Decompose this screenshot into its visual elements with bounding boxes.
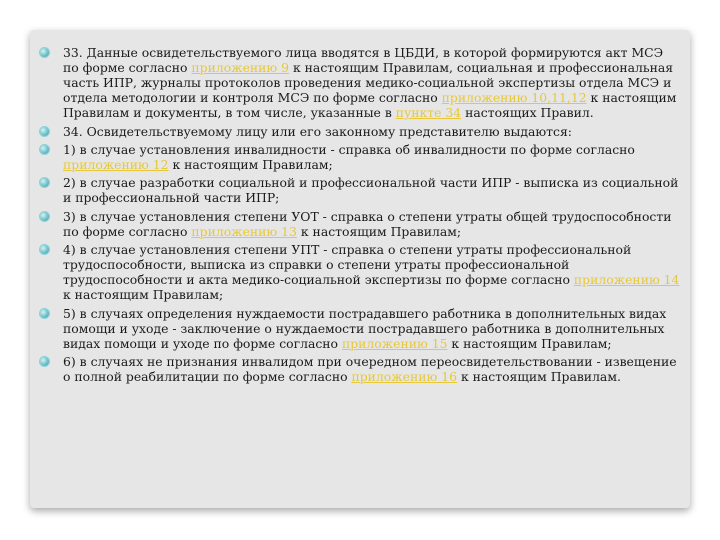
list-item <box>40 242 680 302</box>
link-appendix-13[interactable]: приложению 13 <box>191 223 297 239</box>
list-item <box>40 354 680 384</box>
item-text: к настоящим Правилам; <box>447 335 612 351</box>
item-text: 5) в случаях определения нуждаемости пострадавшего работника в дополнительных видах помощи и уходе - заключение о нуждаемости пострадавшего работника в дополнительных видах помощи и уходе по форме согласно <box>63 305 667 351</box>
item-text: к настоящим Правилам; <box>296 223 462 239</box>
list-item <box>40 142 680 172</box>
item-text: 34. Освидетельствуемому лицу или его законному представителю выдаются: <box>63 123 572 139</box>
item-text: 33. Данные освидетельствуемого лица вводятся в ЦБДИ, в которой формируются акт МСЭ по форме согласно <box>63 45 664 76</box>
item-text: к настоящим Правилам; <box>168 157 333 173</box>
link-paragraph-34[interactable]: пункте 34 <box>395 105 462 121</box>
link-appendix-9[interactable]: приложению 9 <box>191 60 290 76</box>
link-appendix-10-11-12[interactable]: приложению 10,11,12 <box>441 90 587 106</box>
list-item <box>40 124 680 139</box>
list-item <box>40 306 680 351</box>
item-text: 2) в случае разработки социальной и профессиональной части ИПР - выписка из социальной и профессиональной части ИПР; <box>63 175 679 206</box>
item-text: 6) в случаях не признания инвалидом при очередном переосвидетельствовании - извещение о полной реабилитации по форме согласно <box>63 354 677 385</box>
list-item <box>40 175 680 205</box>
list-item <box>40 209 680 239</box>
item-text: к настоящим Правилам и документы, в том числе, указанные в <box>63 90 677 121</box>
bullet-icon <box>40 48 49 57</box>
link-appendix-16[interactable]: приложению 16 <box>351 369 458 385</box>
item-text: к настоящим Правилам. <box>457 369 621 385</box>
bullet-icon <box>40 309 49 318</box>
bullet-list <box>40 45 680 387</box>
bullet-icon <box>40 357 49 366</box>
bullet-icon <box>40 212 49 221</box>
link-appendix-14[interactable]: приложению 14 <box>573 272 680 288</box>
item-text: 1) в случае установления инвалидности - справка об инвалидности по форме согласно <box>63 141 635 157</box>
list-item <box>40 45 680 120</box>
item-text: настоящих Правил. <box>461 105 594 121</box>
link-appendix-15[interactable]: приложению 15 <box>341 335 448 351</box>
content-panel <box>30 30 690 508</box>
item-text: 4) в случае установления степени УПТ - справка о степени утраты профессиональной трудоспособности, выписка из справки о степени утраты профессиональной трудоспособности и акта медико-социальной экспертизы по форме согласно <box>63 242 632 288</box>
link-appendix-12[interactable]: приложению 12 <box>63 157 169 173</box>
bullet-icon <box>40 178 49 187</box>
item-text: 3) в случае установления степени УОТ - справка о степени утраты общей трудоспособности по форме согласно <box>63 208 672 239</box>
bullet-icon <box>40 127 49 136</box>
bullet-icon <box>40 145 49 154</box>
item-text: к настоящим Правилам, социальная и профессиональная часть ИПР, журналы протоколов проведения медико-социальной экспертизы отдела МСЭ и отдела методологии и контроля МСЭ по форме согласно <box>63 60 674 106</box>
item-text: к настоящим Правилам; <box>63 287 224 303</box>
bullet-icon <box>40 245 49 254</box>
